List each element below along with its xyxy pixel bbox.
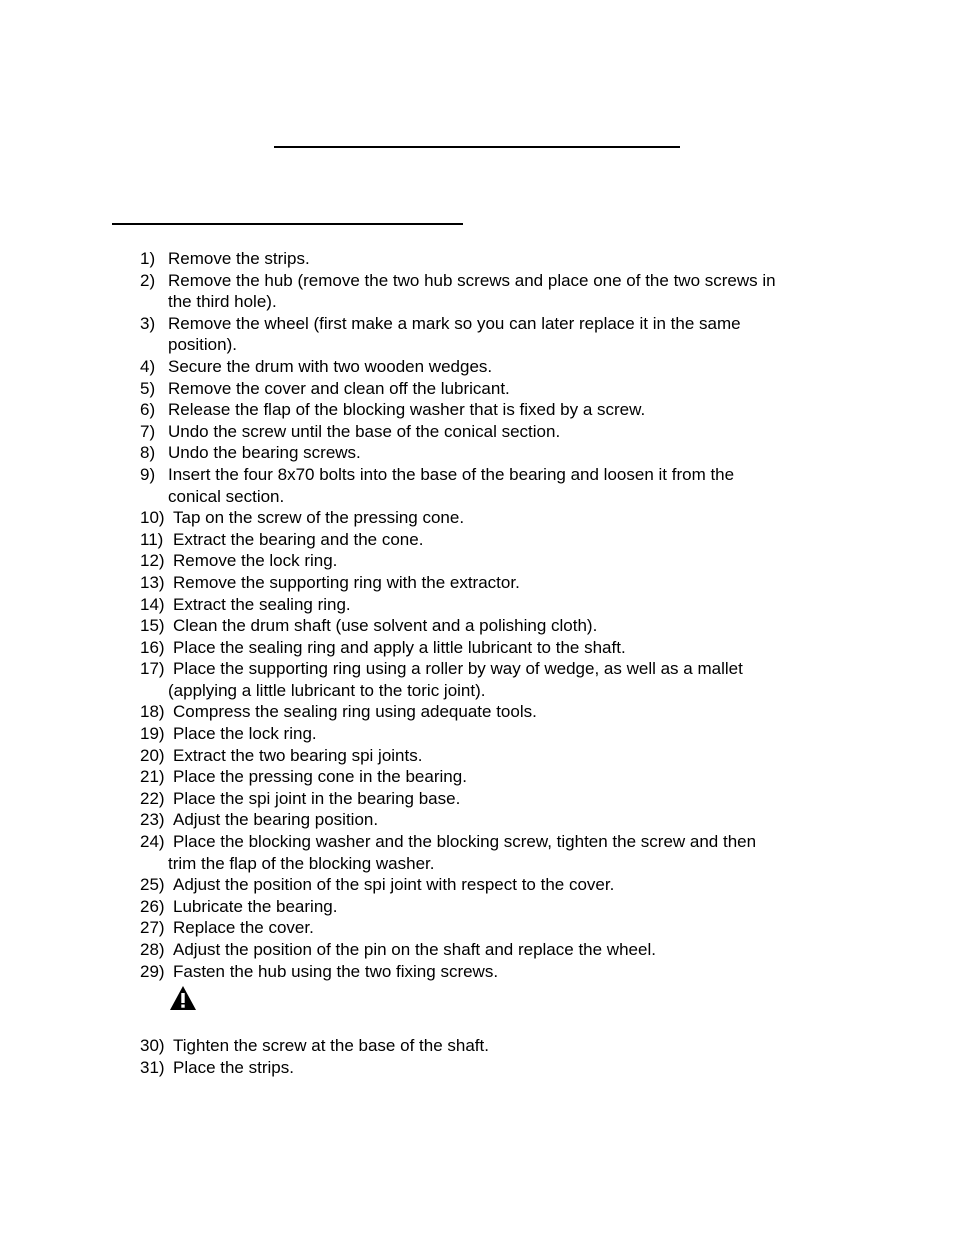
step-text-line: Undo the screw until the base of the conical section.: [168, 421, 561, 441]
step-item: [140, 809, 850, 831]
step-text-line: Clean the drum shaft (use solvent and a polishing cloth).: [173, 616, 598, 636]
step-text-line: Tap on the screw of the pressing cone.: [173, 508, 465, 528]
step-text-line: Extract the two bearing spi joints.: [173, 745, 423, 765]
step-item: [140, 1057, 850, 1079]
step-text-line: Insert the four 8x70 bolts into the base of the bearing and loosen it from the: [168, 464, 735, 484]
step-item: [140, 723, 850, 745]
step-number: 13): [140, 572, 165, 592]
step-number: 5): [140, 378, 156, 398]
step-text-line: Remove the strips.: [168, 249, 310, 268]
step-text-line: Adjust the position of the spi joint with respect to the cover.: [173, 875, 615, 895]
step-item: [140, 507, 850, 529]
step-text-line: Lubricate the bearing.: [173, 896, 338, 916]
step-number: 29): [140, 961, 165, 981]
step-text-line: Extract the bearing and the cone.: [173, 529, 424, 549]
step-text-line: Adjust the position of the pin on the shaft and replace the wheel.: [173, 940, 656, 959]
step-text-line: Place the supporting ring using a roller by way of wedge, as well as a mallet: [173, 659, 743, 679]
step-item: [140, 356, 850, 378]
step-text-line: (applying a little lubricant to the toric joint).: [168, 680, 486, 700]
step-text-line: the third hole).: [168, 292, 277, 312]
step-number: 28): [140, 940, 165, 959]
step-number: 1): [140, 249, 156, 268]
step-number: 7): [140, 421, 156, 441]
step-item: [140, 961, 850, 983]
procedure-steps-list: [140, 248, 850, 1078]
step-text-line: Release the flap of the blocking washer that is fixed by a screw.: [168, 400, 646, 420]
step-number: 8): [140, 443, 156, 463]
step-number: 2): [140, 270, 156, 290]
step-item: [140, 766, 850, 788]
step-item: [140, 701, 850, 723]
step-text-line: Place the pressing cone in the bearing.: [173, 767, 467, 787]
warning-row: [140, 982, 850, 1026]
step-item: [140, 831, 850, 874]
step-number: 10): [140, 508, 165, 528]
step-number: 16): [140, 637, 165, 657]
step-item: [140, 658, 850, 701]
step-text-line: Fasten the hub using the two fixing screws.: [173, 961, 499, 981]
step-number: 25): [140, 875, 165, 895]
step-text-line: position).: [168, 335, 237, 355]
step-text-line: Tighten the screw at the base of the shaft.: [173, 1036, 489, 1056]
step-text-line: Remove the wheel (first make a mark so you can later replace it in the same: [168, 313, 741, 333]
step-item: [140, 270, 850, 313]
step-text-line: Place the spi joint in the bearing base.: [173, 788, 461, 808]
step-text-line: Replace the cover.: [173, 918, 314, 938]
step-item: [140, 464, 850, 507]
section-underline: [112, 223, 463, 225]
step-number: 9): [140, 464, 156, 484]
step-number: 15): [140, 616, 165, 636]
step-number: 6): [140, 400, 156, 420]
step-text-line: trim the flap of the blocking washer.: [168, 853, 435, 873]
step-item: [140, 378, 850, 400]
step-item: [140, 313, 850, 356]
steps-part-1: [140, 248, 850, 982]
step-item: [140, 594, 850, 616]
step-text-line: Remove the supporting ring with the extractor.: [173, 572, 520, 592]
step-number: 4): [140, 356, 156, 376]
step-text-line: Undo the bearing screws.: [168, 443, 361, 463]
step-item: [140, 788, 850, 810]
step-item: [140, 1035, 850, 1057]
step-number: 31): [140, 1057, 165, 1077]
step-number: 14): [140, 594, 165, 614]
step-text-line: Remove the lock ring.: [173, 551, 338, 571]
step-text-line: Place the lock ring.: [173, 724, 317, 744]
step-text-line: Place the strips.: [173, 1057, 294, 1077]
step-text-line: Remove the cover and clean off the lubricant.: [168, 378, 510, 398]
step-number: 3): [140, 313, 156, 333]
step-item: [140, 917, 850, 939]
step-number: 17): [140, 659, 165, 679]
step-item: [140, 615, 850, 637]
step-number: 26): [140, 896, 165, 916]
step-number: 24): [140, 832, 165, 852]
step-text-line: Place the sealing ring and apply a little lubricant to the shaft.: [173, 637, 626, 657]
step-item: [140, 939, 850, 961]
step-text-line: Extract the sealing ring.: [173, 594, 351, 614]
steps-part-2: [140, 1035, 850, 1078]
step-number: 21): [140, 767, 165, 787]
title-underline: [274, 146, 680, 148]
step-item: [140, 637, 850, 659]
step-item: [140, 529, 850, 551]
step-text-line: Secure the drum with two wooden wedges.: [168, 356, 493, 376]
step-item: [140, 745, 850, 767]
step-item: [140, 399, 850, 421]
step-number: 30): [140, 1036, 165, 1056]
step-item: [140, 421, 850, 443]
step-item: [140, 248, 850, 270]
step-text-line: Adjust the bearing position.: [173, 810, 379, 830]
step-text-line: conical section.: [168, 486, 285, 506]
step-item: [140, 896, 850, 918]
step-text-line: Place the blocking washer and the blocking screw, tighten the screw and then: [173, 832, 757, 852]
step-item: [140, 874, 850, 896]
warning-triangle-icon: [169, 985, 197, 1011]
step-number: 11): [140, 529, 164, 549]
step-item: [140, 572, 850, 594]
step-number: 12): [140, 551, 165, 571]
step-number: 19): [140, 724, 165, 744]
step-item: [140, 550, 850, 572]
step-text-line: Compress the sealing ring using adequate tools.: [173, 702, 537, 722]
step-number: 23): [140, 810, 165, 830]
step-number: 20): [140, 745, 165, 765]
step-number: 22): [140, 788, 165, 808]
step-number: 18): [140, 702, 165, 722]
step-number: 27): [140, 918, 165, 938]
step-text-line: Remove the hub (remove the two hub screws and place one of the two screws in: [168, 270, 776, 290]
step-item: [140, 442, 850, 464]
